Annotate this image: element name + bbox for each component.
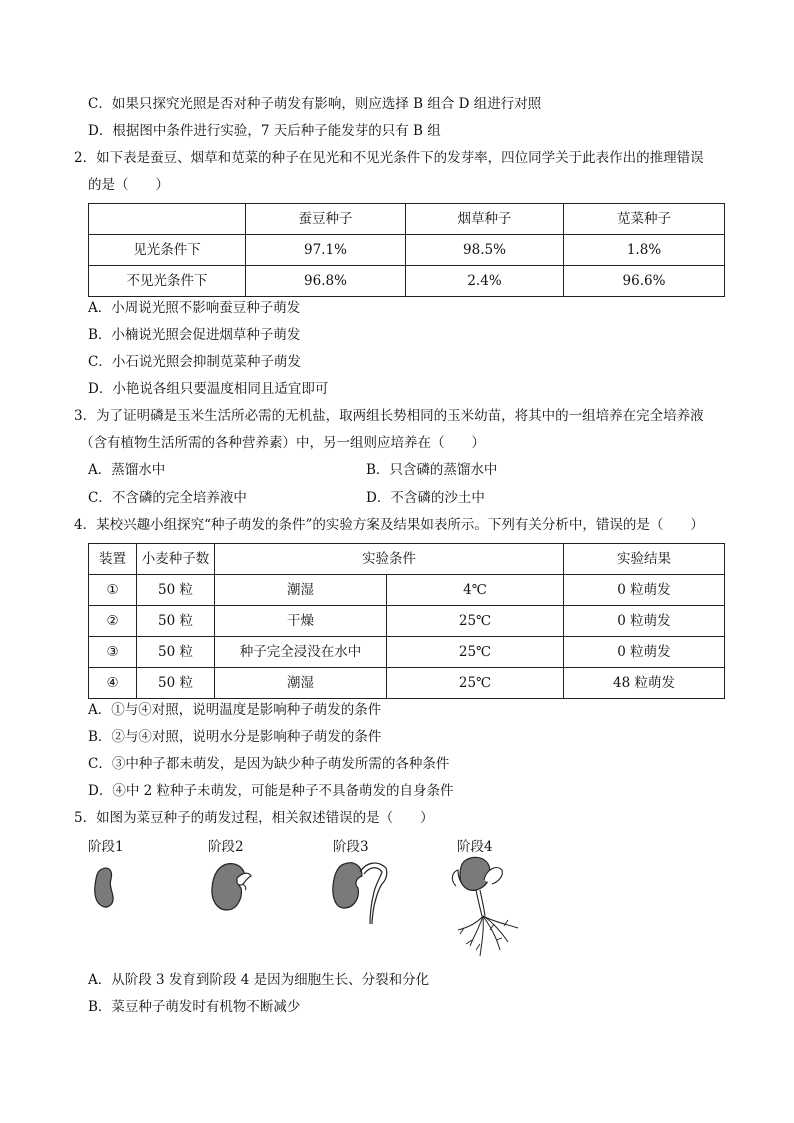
stage-4-seedling-illustration [446,850,528,962]
stage-3-label: 阶段3 [333,839,369,855]
q2-option-c: C．小石说光照会抑制苋菜种子萌发 [88,354,301,370]
table-row [89,544,725,575]
q3-option-d: D．不含磷的沙土中 [366,490,485,506]
table-cell: ④ [89,668,137,699]
q4-option-d: D．④中 2 粒种子未萌发，可能是种子不具备萌发的自身条件 [88,783,454,799]
table-cell: 98.5% [406,235,564,266]
table-row [89,637,725,668]
table-row [89,575,725,606]
table-cell: 见光条件下 [89,235,246,266]
q5-option-b: B．菜豆种子萌发时有机物不断减少 [88,999,301,1015]
stage-3-seedling-illustration [330,850,392,930]
table-header: 苋菜种子 [564,204,725,235]
table-row [89,266,725,297]
table-cell: 25℃ [387,606,564,637]
table-cell: ② [89,606,137,637]
q3-option-a: A．蒸馏水中 [88,462,166,478]
q3-option-c: C．不含磷的完全培养液中 [88,490,247,506]
q4-option-b: B．②与④对照，说明水分是影响种子萌发的条件 [88,729,382,745]
table-cell [89,204,246,235]
table-cell: 不见光条件下 [89,266,246,297]
table-header: 烟草种子 [406,204,564,235]
q2-option-d: D．小艳说各组只要温度相同且适宜即可 [88,381,329,397]
table-cell: 50 粒 [137,637,215,668]
table-header: 实验结果 [564,544,725,575]
q4-stem: 4．某校兴趣小组探究“种子萌发的条件”的实验方案及结果如表所示。下列有关分析中，错误的是（ ） [74,517,704,533]
table-row [89,668,725,699]
table-cell: 潮湿 [215,668,387,699]
table-cell: 96.6% [564,266,725,297]
stage-1-label: 阶段1 [88,839,124,855]
stage-2-label: 阶段2 [208,839,244,855]
option-c-prev: C．如果只探究光照是否对种子萌发有影响，则应选择 B 组合 D 组进行对照 [88,96,542,112]
table-cell: 96.8% [246,266,406,297]
table-cell: 潮湿 [215,575,387,606]
q3-stem-line1: 3．为了证明磷是玉米生活所必需的无机盐，取两组长势相同的玉米幼苗，将其中的一组培养在完全培养液 [74,408,704,424]
table-cell: 50 粒 [137,606,215,637]
q2-stem-line2: 的是（ ） [88,177,169,193]
table-cell: 0 粒萌发 [564,637,725,668]
table-cell: 种子完全浸没在水中 [215,637,387,668]
table-cell: 48 粒萌发 [564,668,725,699]
table-cell: 4℃ [387,575,564,606]
table-cell: 干燥 [215,606,387,637]
table-cell: 0 粒萌发 [564,606,725,637]
table-cell: 2.4% [406,266,564,297]
table-cell: 50 粒 [137,575,215,606]
q5-stem: 5．如图为菜豆种子的萌发过程，相关叙述错误的是（ ） [74,810,434,826]
q3-option-b: B．只含磷的蒸馏水中 [366,462,498,478]
table-cell: 25℃ [387,668,564,699]
table-cell: 1.8% [564,235,725,266]
q4-table [88,543,725,699]
table-row [89,606,725,637]
stage-4-label: 阶段4 [457,839,493,855]
q2-stem-line1: 2．如下表是蚕豆、烟草和苋菜的种子在见光和不见光条件下的发芽率，四位同学关于此表作出的推理错误 [74,150,704,166]
table-header: 实验条件 [215,544,564,575]
table-cell: ③ [89,637,137,668]
q2-option-a: A．小周说光照不影响蚕豆种子萌发 [88,300,301,316]
table-cell: 0 粒萌发 [564,575,725,606]
stage-2-seed-illustration [207,858,257,918]
table-header: 蚕豆种子 [246,204,406,235]
table-row [89,235,725,266]
option-d-prev: D．根据图中条件进行实验，7 天后种子能发芽的只有 B 组 [88,123,441,139]
stage-1-seed-illustration [92,866,122,910]
q2-option-b: B．小楠说光照会促进烟草种子萌发 [88,327,301,343]
q3-stem-line2: （含有植物生活所需的各种营养素）中，另一组则应培养在（ ） [80,435,485,451]
table-cell: 97.1% [246,235,406,266]
q5-option-a: A．从阶段 3 发育到阶段 4 是因为细胞生长、分裂和分化 [88,972,430,988]
table-cell: ① [89,575,137,606]
table-header: 小麦种子数 [137,544,215,575]
table-row [89,204,725,235]
q2-table [88,203,725,297]
q4-option-c: C．③中种子都未萌发，是因为缺少种子萌发所需的各种条件 [88,756,450,772]
table-cell: 50 粒 [137,668,215,699]
table-header: 装置 [89,544,137,575]
q4-option-a: A．①与④对照，说明温度是影响种子萌发的条件 [88,702,382,718]
table-cell: 25℃ [387,637,564,668]
